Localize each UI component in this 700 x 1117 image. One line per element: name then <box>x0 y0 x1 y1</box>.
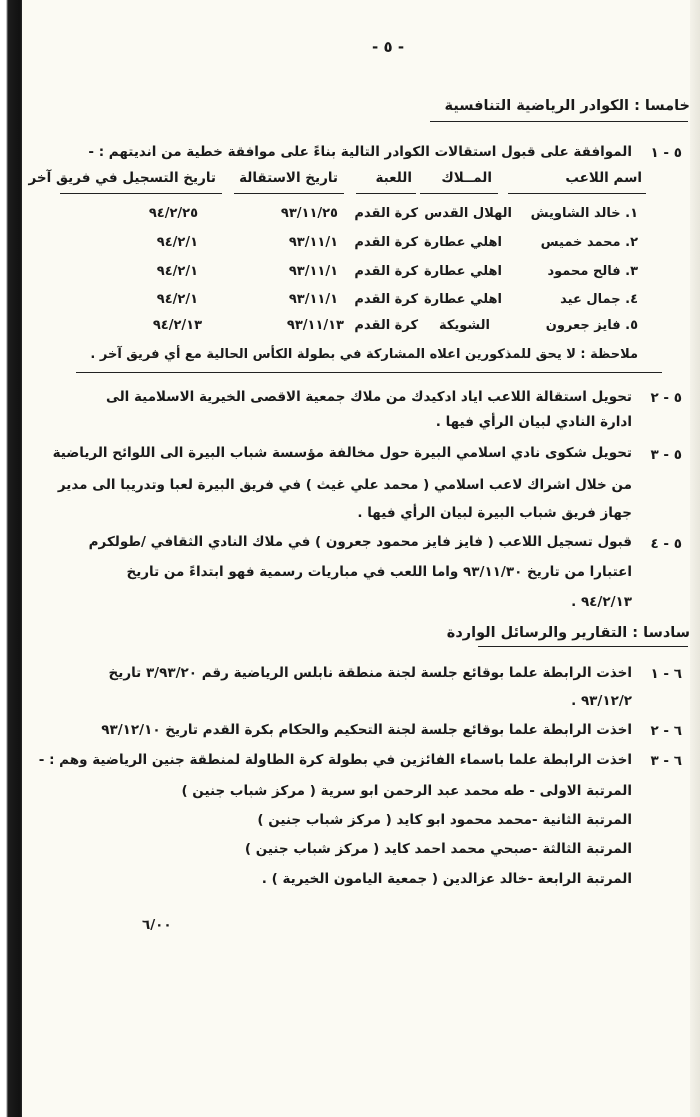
table-note: ملاحظة : لا يحق للمذكورين اعلاه المشاركة في بطولة الكأس الحالية مع أي فريق آخر . <box>90 347 638 362</box>
col-header-club-line <box>420 193 498 194</box>
item-5-4-line: اعتبارا من تاريخ ٩٣/١١/٣٠ واما اللعب في مباريات رسمية فهو ابتداءً من تاريخ <box>126 564 632 580</box>
separator-rule <box>76 372 662 373</box>
page-margin-right <box>690 0 700 1117</box>
item-6-1-line: ٩٣/١٢/٢ . <box>571 693 632 709</box>
cell-player: ٥. فايز جعرون <box>545 318 638 333</box>
section-6-heading-underline <box>478 646 688 647</box>
cell-club: اهلي عطارة <box>423 292 502 307</box>
col-header-player-line <box>508 193 646 194</box>
cell-player: ٣. فالح محمود <box>547 264 638 279</box>
cell-club: الشويكة <box>438 318 490 333</box>
col-header-sport: اللعبة <box>375 170 412 186</box>
item-5-4-number: ٥ - ٤ <box>650 536 682 552</box>
document-page <box>22 0 690 1117</box>
item-5-3-line: تحويل شكوى نادي اسلامي البيرة حول مخالفة مؤسسة شباب البيرة الى اللوائح الرياضية <box>52 445 632 461</box>
cell-sport: كرة القدم <box>354 318 418 333</box>
item-6-2-text: اخذت الرابطة علما بوقائع جلسة لجنة التحكيم والحكام بكرة القدم تاريخ ٩٣/١٢/١٠ <box>101 722 632 738</box>
cell-sport: كرة القدم <box>354 235 418 250</box>
binding-edge <box>0 0 22 1117</box>
cell-registration-date: ٩٤/٢/١ <box>156 292 198 307</box>
item-5-3-line: جهاز فريق شباب البيرة لبيان الرأي فيها . <box>357 505 632 521</box>
item-5-2-number: ٥ - ٢ <box>650 390 682 406</box>
col-header-resignation-date: تاريخ الاستقالة <box>239 170 338 186</box>
rank-line: المرتبة الرابعة -خالد عزالدين ( جمعية اليامون الخيرية ) . <box>261 871 632 887</box>
cell-resignation-date: ٩٣/١١/١ <box>288 292 338 307</box>
cell-player: ٢. محمد خميس <box>540 235 638 250</box>
cell-registration-date: ٩٤/٢/١ <box>156 264 198 279</box>
item-5-3-number: ٥ - ٣ <box>650 447 682 463</box>
item-5-2-line: ادارة النادي لبيان الرأي فيها . <box>435 414 632 430</box>
item-6-3-number: ٦ - ٣ <box>650 753 682 769</box>
cell-player: ١. خالد الشاويش <box>530 206 638 221</box>
col-header-sport-line <box>356 193 416 194</box>
cell-resignation-date: ٩٣/١١/١ <box>288 235 338 250</box>
footer-reference: ٦/٠٠ <box>142 917 172 933</box>
section-5-heading: خامسا : الكوادر الرياضية التنافسية <box>444 98 690 114</box>
cell-registration-date: ٩٤/٢/٢٥ <box>148 206 198 221</box>
cell-resignation-date: ٩٣/١١/١٣ <box>286 318 344 333</box>
rank-line: المرتبة الثانية -محمد محمود ابو كايد ( مركز شباب جنين ) <box>257 812 632 828</box>
col-header-player: اسم اللاعب <box>565 170 642 186</box>
cell-club: اهلي عطارة <box>423 264 502 279</box>
item-6-1-line: اخذت الرابطة علما بوقائع جلسة لجنة منطقة نابلس الرياضية رقم ٣/٩٣/٢٠ تاريخ <box>108 665 632 681</box>
col-header-resignation-line <box>234 193 344 194</box>
cell-resignation-date: ٩٣/١١/٢٥ <box>280 206 338 221</box>
item-5-4-line: قبول تسجيل اللاعب ( فايز فايز محمود جعرون ) في ملاك النادي الثقافي /طولكرم <box>88 534 632 550</box>
cell-sport: كرة القدم <box>354 264 418 279</box>
cell-club: الهلال القدس <box>424 206 512 221</box>
cell-sport: كرة القدم <box>354 206 418 221</box>
item-6-2-number: ٦ - ٢ <box>650 723 682 739</box>
cell-sport: كرة القدم <box>354 292 418 307</box>
item-5-1-text: الموافقة على قبول استقالات الكوادر التالية بناءً على موافقة خطية من انديتهم : - <box>88 144 632 160</box>
section-6-heading: سادسا : التقارير والرسائل الواردة <box>446 625 690 641</box>
item-5-1-number: ٥ - ١ <box>650 145 682 161</box>
item-6-1-number: ٦ - ١ <box>650 666 682 682</box>
cell-resignation-date: ٩٣/١١/١ <box>288 264 338 279</box>
col-header-registration-line <box>60 193 222 194</box>
rank-line: المرتبة الثالثة -صبحي محمد احمد كايد ( مركز شباب جنين ) <box>244 841 632 857</box>
cell-player: ٤. جمال عيد <box>560 292 638 307</box>
rank-line: المرتبة الاولى - طه محمد عبد الرحمن ابو سرية ( مركز شباب جنين ) <box>181 783 632 799</box>
item-5-3-line: من خلال اشراك لاعب اسلامي ( محمد علي غيث ) في فريق البيرة لعبا وتدريبا الى مدير <box>57 477 632 493</box>
item-5-4-line: ٩٤/٢/١٣ . <box>571 594 632 610</box>
item-6-3-text: اخذت الرابطة علما باسماء الفائزين في بطولة كرة الطاولة لمنطقة جنين الرياضية وهم : - <box>38 752 632 768</box>
item-5-2-line: تحويل استقالة اللاعب اياد ادكيدك من ملاك جمعية الاقصى الخيرية الاسلامية الى <box>105 389 632 405</box>
cell-registration-date: ٩٤/٢/١ <box>156 235 198 250</box>
page-number: - ٥ - <box>372 38 405 56</box>
col-header-registration-date: تاريخ التسجيل في فريق آخر <box>28 170 216 186</box>
cell-club: اهلي عطارة <box>423 235 502 250</box>
col-header-club: المــلاك <box>441 170 492 186</box>
cell-registration-date: ٩٤/٢/١٣ <box>152 318 202 333</box>
section-5-heading-underline <box>430 121 688 122</box>
